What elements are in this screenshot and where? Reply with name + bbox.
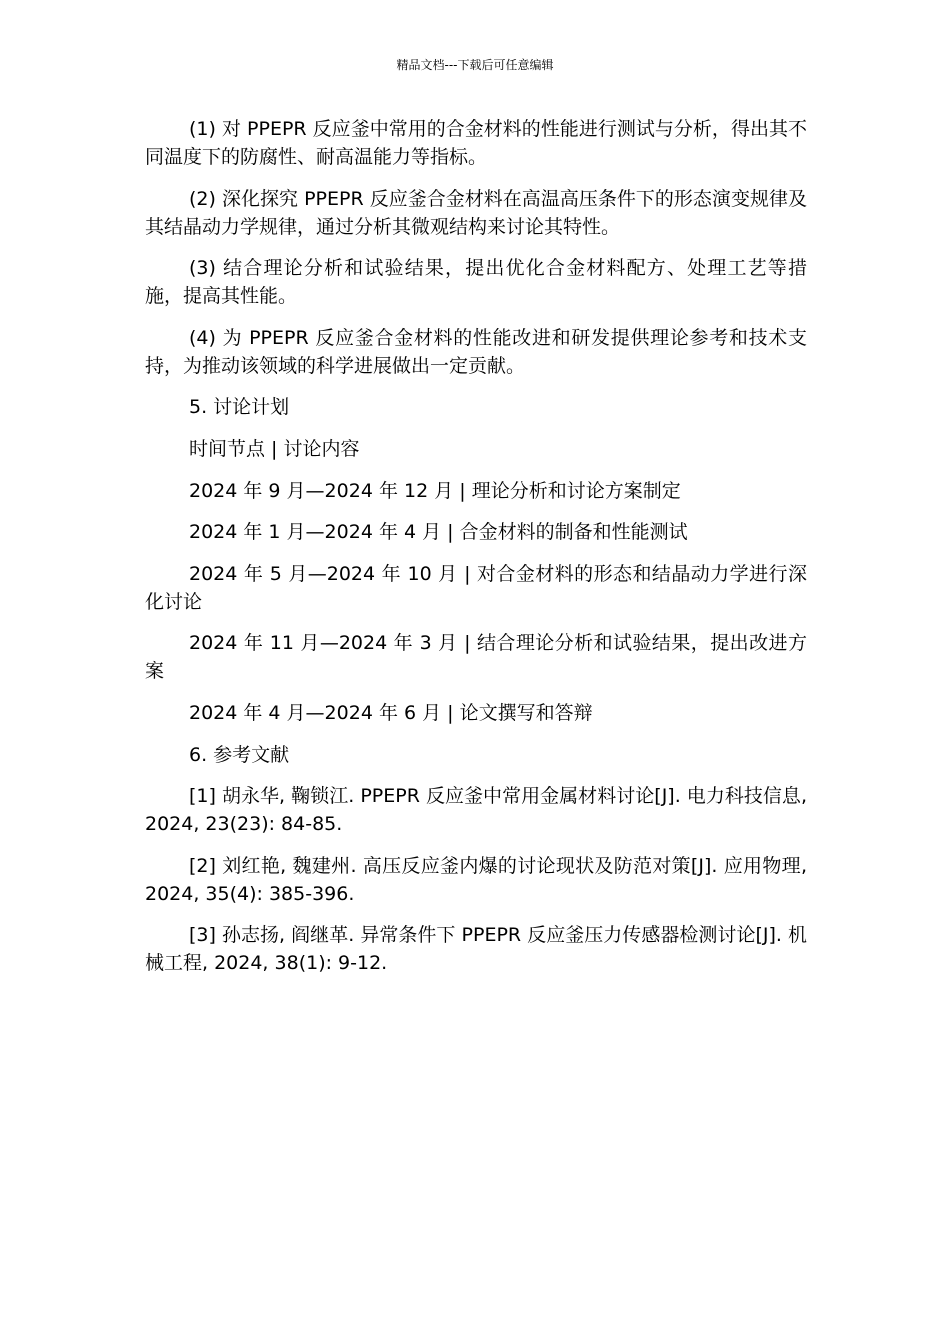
section-heading-plan: 5. 讨论计划 — [189, 396, 290, 419]
objective-3: (3) 结合理论分析和试验结果，提出优化合金材料配方、处理工艺等措施，提高其性能。 — [145, 257, 807, 308]
plan-row: 2024 年 4 月—2024 年 6 月 | 论文撰写和答辩 — [189, 701, 593, 724]
plan-header-row: 时间节点 | 讨论内容 — [189, 437, 360, 460]
plan-row: 2024 年 9 月—2024 年 12 月 | 理论分析和讨论方案制定 — [189, 479, 681, 502]
plan-row: 2024 年 1 月—2024 年 4 月 | 合金材料的制备和性能测试 — [189, 521, 688, 544]
section-heading-references: 6. 参考文献 — [189, 743, 290, 766]
objective-2: (2) 深化探究 PPEPR 反应釜合金材料在高温高压条件下的形态演变规律及其结晶动力学规律，通过分析其微观结构来讨论其特性。 — [145, 187, 807, 238]
objective-4: (4) 为 PPEPR 反应釜合金材料的性能改进和研发提供理论参考和技术支持，为推动该领域的科学进展做出一定贡献。 — [145, 326, 807, 377]
reference-item: [3] 孙志扬, 阎继革. 异常条件下 PPEPR 反应釜压力传感器检测讨论[J]. 机械工程, 2024, 38(1): 9-12. — [145, 924, 807, 975]
reference-item: [2] 刘红艳, 魏建州. 高压反应釜内爆的讨论现状及防范对策[J]. 应用物理, 2024, 35(4): 385-396. — [145, 854, 807, 905]
document-body — [145, 115, 807, 991]
reference-item: [1] 胡永华, 鞠锁江. PPEPR 反应釜中常用金属材料讨论[J]. 电力科技信息, 2024, 23(23): 84-85. — [145, 785, 807, 836]
page-header: 精品文档---下载后可任意编辑 — [396, 58, 554, 72]
plan-row: 2024 年 5 月—2024 年 10 月 | 对合金材料的形态和结晶动力学进行深化讨论 — [145, 562, 807, 613]
plan-row: 2024 年 11 月—2024 年 3 月 | 结合理论分析和试验结果，提出改进方案 — [145, 632, 807, 683]
objective-1: (1) 对 PPEPR 反应釜中常用的合金材料的性能进行测试与分析，得出其不同温度下的防腐性、耐高温能力等指标。 — [145, 118, 807, 168]
